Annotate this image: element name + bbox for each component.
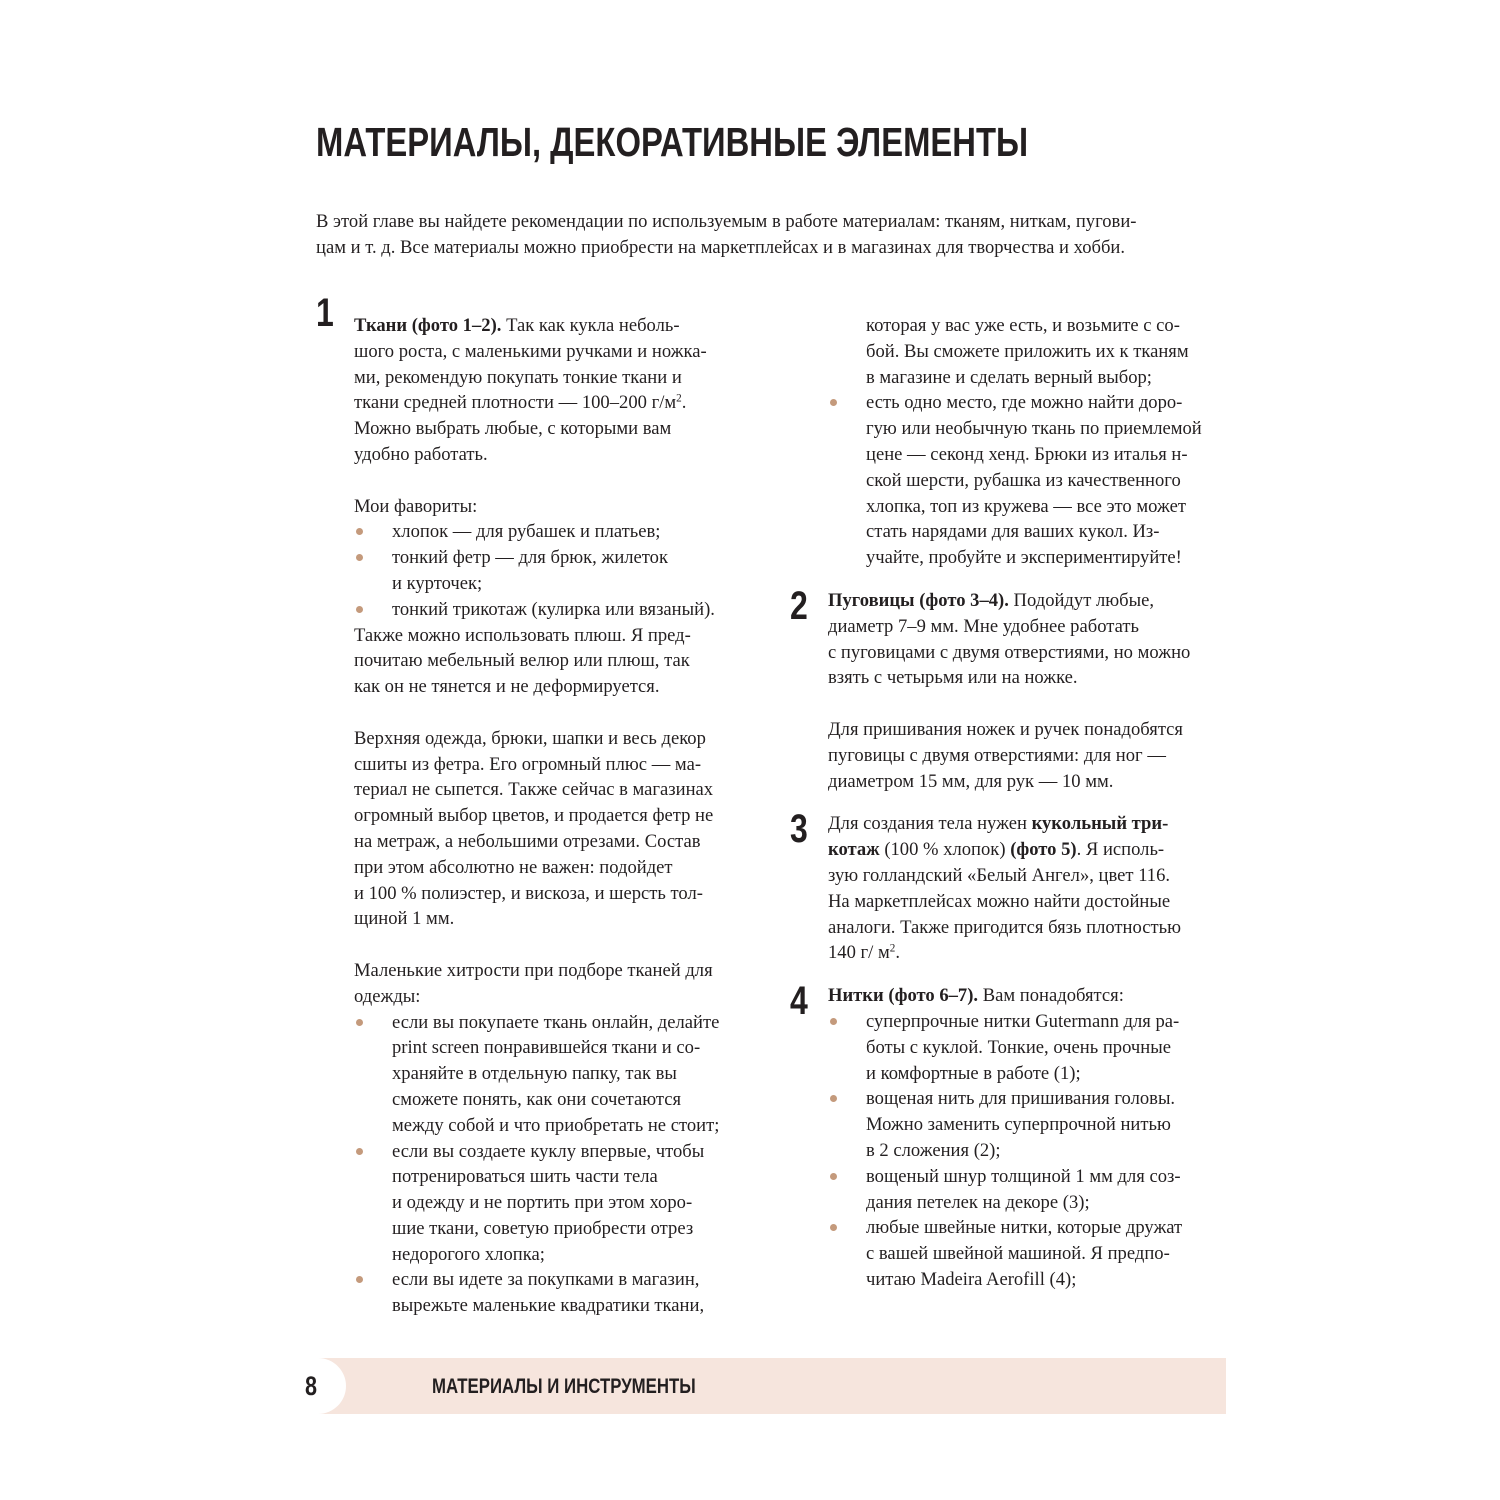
- text-line: удобно работать.: [354, 443, 488, 465]
- text-line: в магазине и сделать верный выбор;: [866, 366, 1152, 388]
- text-line: читаю Madeira Aerofill (4);: [866, 1268, 1077, 1290]
- text-line: стать нарядами для ваших кукол. Из-: [866, 521, 1160, 543]
- text-line: аналоги. Также пригодится бязь плотностью: [828, 916, 1181, 938]
- text-line: вырежьте маленькие квадратики ткани,: [392, 1295, 705, 1317]
- text-line: на метраж, а небольшими отрезами. Состав: [354, 830, 701, 852]
- text-line: если вы создаете куклу впервые, чтобы: [392, 1140, 705, 1162]
- list-item: [828, 1215, 1250, 1292]
- text-line: потренироваться шить части тела: [392, 1166, 658, 1188]
- text-line: как он не тянется и не деформируется.: [354, 676, 660, 698]
- text-line: дания петелек на декоре (3);: [866, 1191, 1090, 1213]
- section-number: 3: [790, 807, 808, 852]
- text-line: Мои фавориты:: [354, 495, 478, 517]
- text-line: бой. Вы сможете приложить их к тканям: [866, 340, 1189, 362]
- text-line: диаметром 15 мм, для рук — 10 мм.: [828, 770, 1114, 792]
- bold-fragment: кукольный три-: [1031, 813, 1169, 835]
- text-fragment: Так как кукла неболь-: [501, 315, 680, 336]
- text-fragment: 140 г/ м: [828, 942, 890, 964]
- right-column: [790, 313, 1250, 1293]
- text-line: в 2 сложения (2);: [866, 1139, 1001, 1161]
- intro-paragraph: [316, 209, 1226, 261]
- text-line: которая у вас уже есть, и возьмите с со-: [866, 315, 1180, 336]
- text-line: шого роста, с маленькими ручками и ножка-: [354, 340, 707, 362]
- text-line: зую голландский «Белый Ангел», цвет 116.: [828, 864, 1171, 886]
- text-line: териал не сыпется. Также сейчас в магазинах: [354, 779, 714, 801]
- text-line: пуговицы с двумя отверстиями: для ног —: [828, 744, 1166, 766]
- text-line: На маркетплейсах можно найти достойные: [828, 890, 1171, 912]
- section-number: 2: [790, 583, 808, 628]
- text-line: есть одно место, где можно найти доро-: [866, 392, 1183, 414]
- text-line: тонкий фетр — для брюк, жилеток: [392, 547, 669, 569]
- text-line: любые швейные нитки, которые дружат: [866, 1217, 1183, 1239]
- page-number: 8: [305, 1371, 318, 1401]
- text-line: боты с куклой. Тонкие, очень прочные: [866, 1036, 1171, 1058]
- text-line: если вы покупаете ткань онлайн, делайте: [392, 1011, 720, 1033]
- list-item: [354, 597, 776, 623]
- text-line: сшиты из фетра. Его огромный плюс — ма-: [354, 753, 702, 775]
- text-line: и одежду и не портить при этом хоро-: [392, 1192, 693, 1214]
- text-line: одежды:: [354, 985, 421, 1007]
- section-heading: Нитки (фото 6–7).: [828, 985, 979, 1007]
- section-fabrics: [316, 291, 776, 1319]
- text-line: хлопка, топ из кружева — все это может: [866, 495, 1186, 517]
- text-line: и курточек;: [392, 572, 483, 594]
- text-line: Маленькие хитрости при подборе тканей для: [354, 959, 713, 981]
- text-fragment: . Я исполь-: [1076, 839, 1165, 861]
- superscript: 2: [889, 942, 896, 955]
- text-line: Можно заменить суперпрочной нитью: [866, 1114, 1171, 1136]
- list-item: [354, 519, 776, 545]
- text-line: храняйте в отдельную папку, так вы: [392, 1063, 677, 1085]
- text-line: [828, 940, 1250, 966]
- text-line: с вашей швейной машиной. Я предпо-: [866, 1243, 1170, 1265]
- text-line: вощеный шнур толщиной 1 мм для соз-: [866, 1165, 1181, 1187]
- text-fragment: ткани средней плотности — 100–200 г/м: [354, 392, 677, 414]
- text-line: ми, рекомендую покупать тонкие ткани и: [354, 366, 682, 388]
- list-item: [354, 1010, 776, 1139]
- text-line: почитаю мебельный велюр или плюш, так: [354, 650, 690, 672]
- text-line: тонкий трикотаж (кулирка или вязаный).: [392, 598, 715, 620]
- list-item: [354, 1139, 776, 1268]
- text-fragment: Подойдут любые,: [1008, 589, 1154, 611]
- text-line: между собой и что приобретать не стоит;: [392, 1114, 720, 1136]
- text-line: с пуговицами с двумя отверстиями, но можно: [828, 641, 1191, 663]
- text-line: огромный выбор цветов, и продается фетр не: [354, 805, 714, 827]
- list-item: [828, 1164, 1250, 1216]
- text-line: [828, 983, 1250, 1009]
- text-fragment: Вам понадобятся:: [978, 985, 1124, 1007]
- text-fragment: (100 % хлопок): [879, 839, 1011, 861]
- section-number: 4: [790, 979, 808, 1024]
- continued-list-item: [790, 313, 1250, 390]
- text-line: вощеная нить для пришивания головы.: [866, 1088, 1176, 1110]
- text-line: недорогого хлопка;: [392, 1243, 545, 1265]
- page-title: МАТЕРИАЛЫ, ДЕКОРАТИВНЫЕ ЭЛЕМЕНТЫ: [316, 119, 1029, 165]
- list-item: [354, 545, 776, 597]
- text-line: [828, 837, 1250, 863]
- text-line: учайте, пробуйте и экспериментируйте!: [866, 547, 1182, 569]
- text-line: цене — секонд хенд. Брюки из италья н-: [866, 443, 1188, 465]
- text-line: хлопок — для рубашек и платьев;: [392, 521, 661, 543]
- superscript: 2: [676, 392, 682, 405]
- text-line: гую или необычную ткань по приемлемой: [866, 418, 1202, 440]
- text-line: и комфортные в работе (1);: [866, 1062, 1081, 1084]
- text-fragment: .: [681, 392, 687, 414]
- section-knit-fabric: [790, 807, 1250, 966]
- text-line: [354, 313, 776, 339]
- text-line: и 100 % полиэстер, и вискоза, и шерсть тол-: [354, 882, 703, 904]
- bold-fragment: котаж: [828, 839, 880, 861]
- text-line: взять с четырьмя или на ножке.: [828, 667, 1078, 689]
- list-item: [828, 1086, 1250, 1163]
- text-fragment: .: [895, 942, 900, 964]
- text-line: при этом абсолютно не важен: подойдет: [354, 856, 673, 878]
- intro-line: В этой главе вы найдете рекомендации по используемым в работе материалам: тканям, ниткам, пугови-: [316, 211, 1137, 232]
- text-line: [354, 390, 776, 416]
- text-line: диаметр 7–9 мм. Мне удобнее работать: [828, 615, 1139, 637]
- section-threads: [790, 979, 1250, 1293]
- section-heading: Ткани (фото 1–2).: [354, 315, 502, 336]
- text-line: ской шерсти, рубашка из качественного: [866, 469, 1181, 491]
- section-number: 1: [316, 291, 334, 335]
- text-line: сможете понять, как они сочетаются: [392, 1088, 682, 1110]
- section-buttons: [790, 583, 1250, 794]
- list-item: [354, 1267, 776, 1319]
- text-line: Для пришивания ножек и ручек понадобятся: [828, 718, 1183, 740]
- list-item: [828, 1009, 1250, 1086]
- text-line: Можно выбрать любые, с которыми вам: [354, 418, 672, 440]
- intro-line: цам и т. д. Все материалы можно приобрести на маркетплейсах и в магазинах для творчества и хобби.: [316, 237, 1126, 258]
- running-title: МАТЕРИАЛЫ И ИНСТРУМЕНТЫ: [432, 1375, 696, 1398]
- text-line: print screen понравившейся ткани и со-: [392, 1037, 701, 1059]
- text-line: щиной 1 мм.: [354, 908, 455, 930]
- text-line: [828, 811, 1250, 837]
- text-line: если вы идете за покупками в магазин,: [392, 1269, 700, 1291]
- bold-fragment: (фото 5): [1010, 839, 1077, 861]
- left-column: [316, 291, 776, 1319]
- section-heading: Пуговицы (фото 3–4).: [828, 589, 1009, 611]
- text-fragment: Для создания тела нужен: [828, 813, 1032, 835]
- list-item: [828, 390, 1250, 571]
- text-line: шие ткани, советую приобрести отрез: [392, 1217, 694, 1239]
- text-line: Верхняя одежда, брюки, шапки и весь декор: [354, 727, 706, 749]
- text-line: суперпрочные нитки Gutermann для ра-: [866, 1010, 1180, 1032]
- text-line: Также можно использовать плюш. Я пред-: [354, 624, 691, 646]
- text-line: [828, 588, 1250, 614]
